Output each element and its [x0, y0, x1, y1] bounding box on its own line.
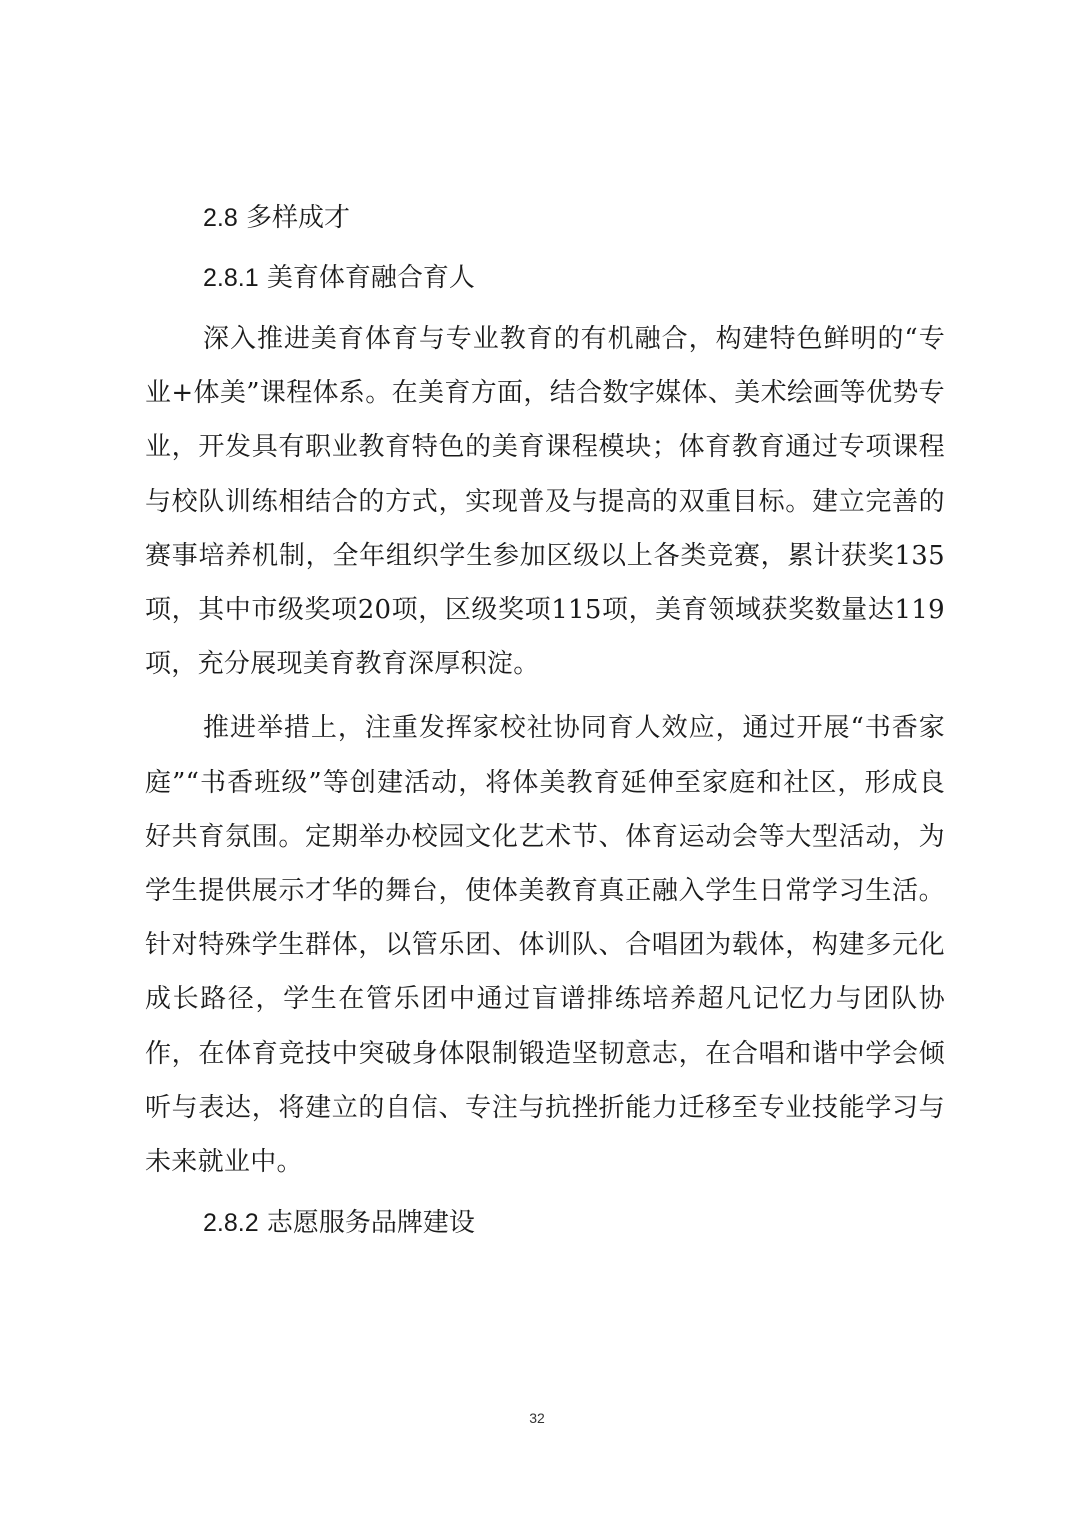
subsection-number-2: 2.8.2: [203, 1209, 259, 1238]
subsection-title-2: 志愿服务品牌建设: [266, 1208, 475, 1239]
section-heading: [145, 196, 945, 240]
page-content: [145, 196, 945, 1245]
body-paragraph-2: 推进举措上，注重发挥家校社协同育人效应，通过开展“书香家庭”“书香班级”等创建活动，将体美教育延伸至家庭和社区，形成良好共育氛围。定期举办校园文化艺术节、体育运动会等大型活动，为学生提供展示才华的舞台，使体美教育真正融入学生日常学习生活。针对特殊学生群体，以管乐团、体训队、合唱团为载体，构建多元化成长路径，学生在管乐团中通过盲谱排练培养超凡记忆力与团队协作，在体育竞技中突破身体限制锻造坚韧意志，在合唱和谐中学会倾听与表达，将建立的自信、专注与抗挫折能力迁移至专业技能学习与未来就业中。: [145, 713, 945, 1178]
section-title: 多样成才: [246, 203, 351, 233]
page-number: 32: [529, 1410, 545, 1426]
subsection-title-1: 美育体育融合育人: [266, 263, 475, 293]
subsection-heading-1: [145, 256, 945, 300]
body-paragraph-1: 深入推进美育体育与专业教育的有机融合，构建特色鲜明的“专业+体美”课程体系。在美育方面，结合数字媒体、美术绘画等优势专业，开发具有职业教育特色的美育课程模块；体育教育通过专项课程与校队训练相结合的方式，实现普及与提高的双重目标。建立完善的赛事培养机制，全年组织学生参加区级以上各类竞赛，累计获奖135项，其中市级奖项20项，区级奖项115项，美育领域获奖数量达119项，充分展现美育教育深厚积淀。: [145, 324, 945, 680]
section-number: 2.8: [203, 204, 238, 232]
subsection-number-1: 2.8.1: [203, 264, 259, 292]
subsection-heading-2: [145, 1201, 945, 1245]
